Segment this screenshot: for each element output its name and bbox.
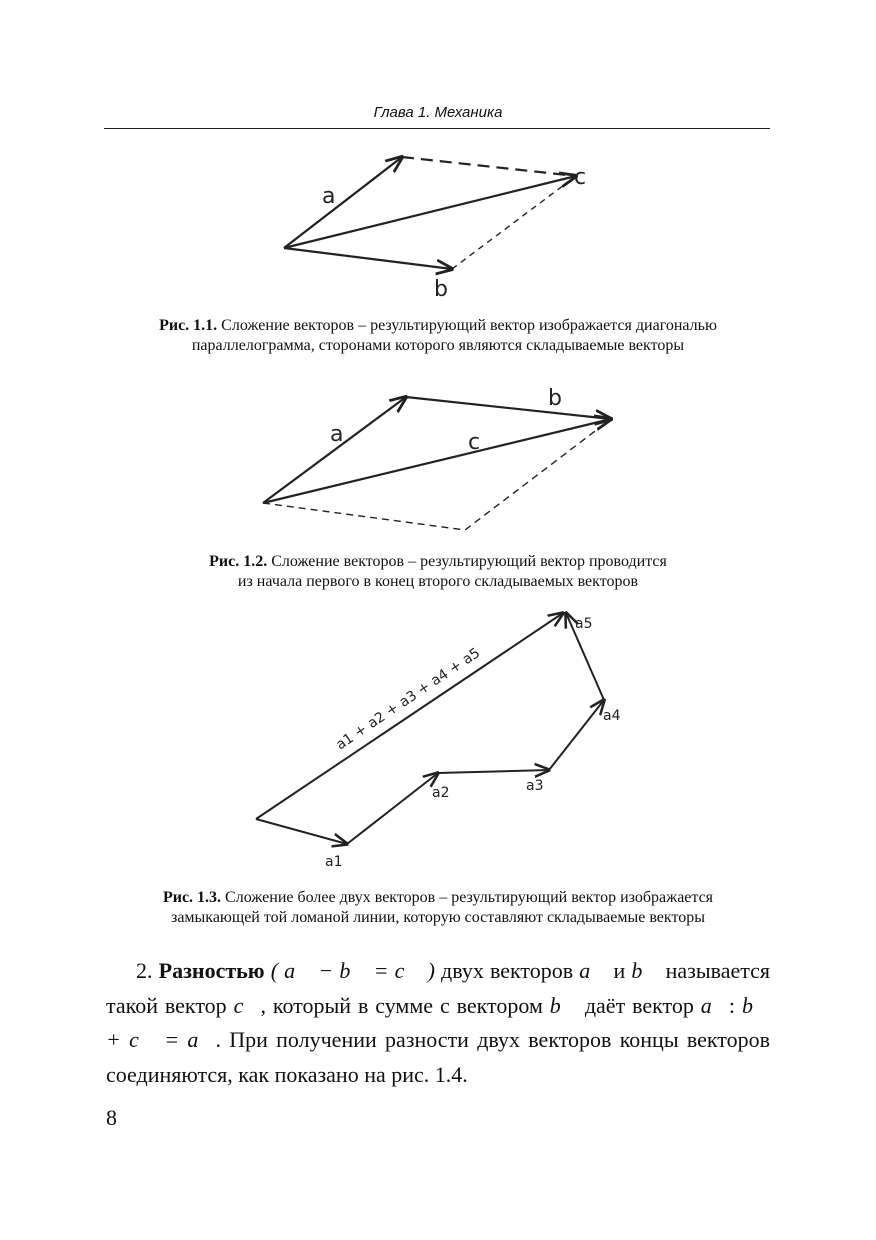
label-sum: a1 + a2 + a3 + a4 + a5 xyxy=(333,645,484,754)
figure-1-1 xyxy=(284,157,576,269)
text: , который в сумме с вектором xyxy=(260,992,543,1018)
text: и xyxy=(613,958,626,983)
label-a1: a1 xyxy=(325,854,343,870)
figure-caption-1-1 xyxy=(100,316,776,356)
text: . При получении разности двух векторов концы векторов соединяются, как показано на рис. 1.4. xyxy=(106,1027,770,1087)
vector: a⃗ xyxy=(700,992,729,1018)
body-paragraph xyxy=(106,954,770,1092)
label-a: a xyxy=(330,422,344,447)
label-a3: a3 xyxy=(526,778,544,794)
vector-a xyxy=(263,397,406,503)
caption-text: Сложение более двух векторов – результирующий вектор изображается xyxy=(225,889,714,906)
label-a: a xyxy=(322,184,336,209)
dashed-side xyxy=(452,176,576,269)
vector-a3 xyxy=(438,770,549,773)
text: : xyxy=(728,992,736,1018)
vector-b xyxy=(284,248,452,269)
vector-c xyxy=(263,419,611,503)
caption-text: Сложение векторов – результирующий вектор изображается диагональю параллелограмма, сторонами которого являются складываемые векторы xyxy=(191,317,717,354)
vector-sum xyxy=(256,613,563,819)
caption-text: из начала первого в конец второго складываемых векторов xyxy=(237,573,639,590)
caption-label: Рис. 1.3. xyxy=(162,889,222,906)
caption-text: Сложение векторов – результирующий вектор проводится xyxy=(271,553,667,570)
vector-a1 xyxy=(256,819,347,844)
running-header: Глава 1. Механика xyxy=(373,104,503,121)
label-c: c xyxy=(468,430,481,455)
vector-a4 xyxy=(549,700,604,770)
text: называется такой вектор xyxy=(106,958,771,1018)
figure-caption-1-3 xyxy=(100,888,776,928)
text: двух векторов xyxy=(441,958,574,983)
figure-caption-1-2 xyxy=(100,552,776,592)
text: даёт вектор xyxy=(584,992,694,1018)
formula: b⃗ + c⃗ = a⃗ xyxy=(106,992,771,1052)
caption-label: Рис. 1.2. xyxy=(209,553,268,570)
label-b: b xyxy=(434,277,448,302)
label-a2: a2 xyxy=(432,785,450,801)
term: Разностью xyxy=(158,958,265,983)
dashed-side xyxy=(402,157,576,176)
vector: a⃗ xyxy=(579,958,608,983)
figure-1-3 xyxy=(256,613,604,844)
caption-label: Рис. 1.1. xyxy=(159,317,218,334)
formula: ( a⃗ − b⃗ = c⃗ ) xyxy=(270,958,435,983)
page-number: 8 xyxy=(106,1105,117,1130)
figure-1-2 xyxy=(263,397,611,530)
vector: b⃗ xyxy=(549,992,578,1018)
label-a4: a4 xyxy=(603,708,621,724)
vector: b⃗ xyxy=(631,958,660,983)
label-a5: a5 xyxy=(575,616,593,632)
item-number: 2. xyxy=(136,958,153,983)
label-b: b xyxy=(548,386,562,411)
vector-b xyxy=(406,397,611,419)
label-c: c xyxy=(574,165,587,190)
caption-text: замыкающей той ломаной линии, которую составляют складываемые векторы xyxy=(171,909,705,926)
vector-a2 xyxy=(347,773,438,844)
dashed-sides xyxy=(263,419,611,530)
vector: c⃗ xyxy=(233,992,261,1018)
